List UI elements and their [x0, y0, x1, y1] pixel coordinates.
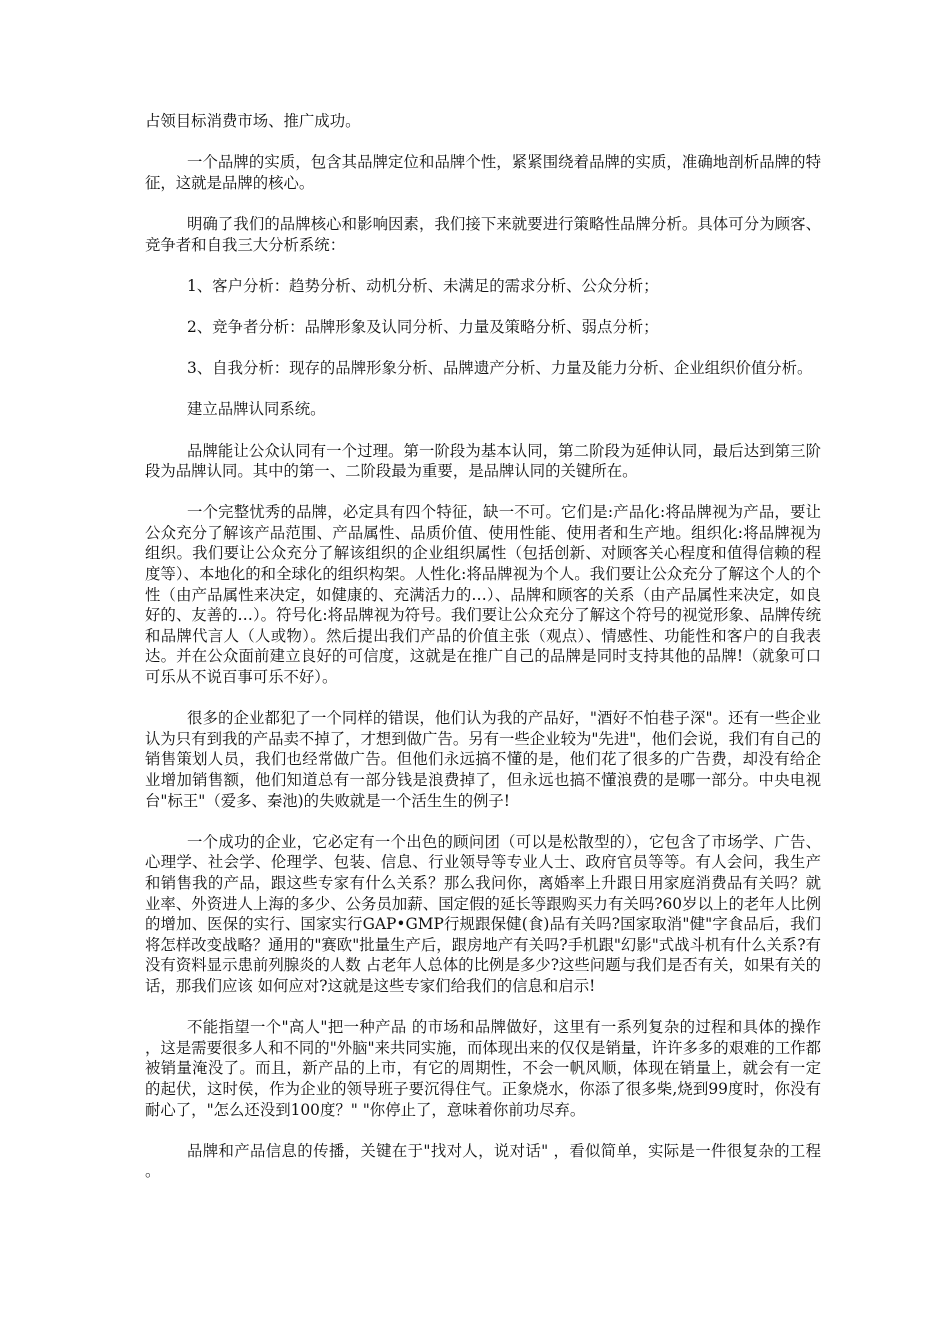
section-heading-brand-identity: 建立品牌认同系统。 — [187, 400, 326, 419]
document-page — [145, 111, 821, 1202]
paragraph-patience: 不能指望一个"高人"把一种产品 的市场和品牌做好，这里有一系列复杂的过程和具体的操作，这是需要很多人和不同的"外脑"来共同实施，而体现出来的仅仅是销量，许许多多的艰难的工作都被销量淹没了。而且，新产品的上市，有它的周期性，不会一帆风顺，体现在销量上，就会有一定的起伏，这时侯，作为企业的领导班子要沉得住气。正象烧水，你添了很多柴,烧到99度时，你没有耐心了，"怎么还没到100度？" "你停止了，意味着你前功尽弃。 — [145, 1018, 821, 1119]
paragraph-four-features: 一个完整忧秀的品牌，必定具有四个特征，缺一不可。它们是:产品化:将品牌视为产品，要让公众充分了解该产品范围、产品属性、品质价值、使用性能、使用者和生产地。组织化:将品牌视为组织。我们要让公众充分了解该组织的企业组织属性（包括创新、对顾客关心程度和值得信赖的程度等）、本地化的和全球化的组织构架。人性化:将品牌视为个人。我们要让公众充分了解这个人的个性（由产品属性来决定，如健康的、充满活力的…）、品牌和顾客的关系（由产品属性来决定，如良好的、友善的…）。符号化:将品牌视为符号。我们要让公众充分了解这个符号的视觉形象、品牌传统和品牌代言人（人或物）。然后提出我们产品的价值主张（观点）、情感性、功能性和客户的自我表达。并在公众面前建立良好的可信度，这就是在推广自己的品牌是同时支持其他的品牌!（就象可口可乐从不说百事可乐不好）。 — [145, 503, 821, 687]
paragraph-1: 占领目标消费市场、推广成功。 — [145, 112, 361, 130]
paragraph-common-mistake: 很多的企业都犯了一个同样的错误，他们认为我的产品好，"酒好不怕巷子深"。还有一些企业认为只有到我的产品卖不掉了，才想到做广告。另有一些企业较为"先进"，他们会说，我们有自己的销售策划人员，我们也经常做广告。但他们永远搞不懂的是，他们花了很多的广告费，却没有给企业增加销售额，他们知道总有一部分钱是浪费掉了，但永远也搞不懂浪费的是哪一部分。中央电视台"标王"（爱多、秦池)的失败就是一个活生生的例子! — [145, 709, 821, 810]
paragraph-3: 明确了我们的品牌核心和影响因素，我们接下来就要进行策略性品牌分析。具体可分为顾客、竞争者和自我三大分析系统： — [145, 214, 821, 254]
list-item-self-analysis: 3、自我分析：现存的品牌形象分析、品牌遗产分析、力量及能力分析、企业组织价值分析。 — [187, 359, 813, 378]
paragraph-brand-stages: 品牌能让公众认同有一个过理。第一阶段为基本认同，第二阶段为延伸认同，最后达到第三阶段为品牌认同。其中的第一、二阶段最为重要，是品牌认同的关键所在。 — [145, 441, 821, 481]
paragraph-advisory-team: 一个成功的企业，它必定有一个出色的顾问团（可以是松散型的），它包含了市场学、广告、心理学、社会学、伦理学、包装、信息、行业领导等专业人士、政府官员等等。有人会问，我生产和销售我的产品，跟这些专家有什么关系？那么我问你，离婚率上升跟日用家庭消费品有关吗？就业率、外资进人上海的多少、公务员加薪、国定假的延长等跟购买力有关吗?60岁以上的老年人比例的增加、医保的实行、国家实行GAP•GMP行规跟保健(食)品有关吗?国家取消"健"字食品后，我们将怎样改变战略？通用的"赛欧"批量生产后，跟房地产有关吗?手机跟"幻影"式战斗机有什么关系?有没有资料显示患前列腺炎的人数 占老年人总体的比例是多少?这些问题与我们是否有关，如果有关的话，那我们应该 如何应对?这就是这些专家们给我们的信息和启示! — [145, 832, 821, 995]
list-item-competitor-analysis: 2、竞争者分析：品牌形象及认同分析、力量及策略分析、弱点分析； — [187, 317, 659, 336]
paragraph-communication: 品牌和产品信息的传播，关键在于"找对人，说对话" ，看似简单，实际是一件很复杂的工程。 — [145, 1141, 821, 1181]
list-item-customer-analysis: 1、客户分析：趋势分析、动机分析、未满足的需求分析、公众分析； — [187, 276, 659, 295]
paragraph-2: 一个品牌的实质，包含其品牌定位和品牌个性，紧紧围绕着品牌的实质，准确地剖析品牌的特征，这就是品牌的核心。 — [145, 153, 821, 192]
